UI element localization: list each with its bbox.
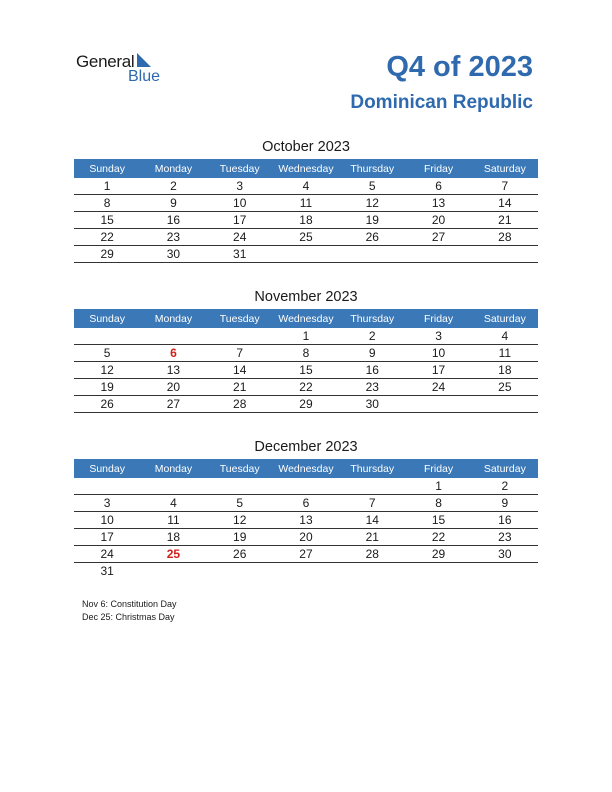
day-cell: 26 (339, 229, 405, 246)
day-cell: 11 (472, 345, 538, 362)
day-cell (140, 328, 206, 345)
day-cell: 22 (405, 529, 471, 546)
day-cell: 24 (405, 379, 471, 396)
day-cell: 27 (405, 229, 471, 246)
day-cell: 29 (74, 246, 140, 263)
day-cell (405, 246, 471, 263)
day-cell (472, 246, 538, 263)
day-cell: 6 (405, 178, 471, 195)
day-cell: 23 (339, 379, 405, 396)
day-cell (472, 396, 538, 413)
day-cell: 14 (207, 362, 273, 379)
month-november (74, 287, 538, 413)
weekday-header: Tuesday (207, 309, 273, 328)
calendar-grid (74, 159, 538, 263)
day-cell: 28 (339, 546, 405, 563)
day-cell (339, 563, 405, 580)
day-cell: 12 (339, 195, 405, 212)
weekday-header: Friday (405, 459, 471, 478)
day-cell: 21 (472, 212, 538, 229)
week-row (74, 178, 538, 195)
weekday-header: Wednesday (273, 309, 339, 328)
day-cell: 11 (273, 195, 339, 212)
logo-word-general: General (76, 52, 135, 71)
day-cell: 25 (472, 379, 538, 396)
day-cell: 8 (273, 345, 339, 362)
day-cell: 25 (273, 229, 339, 246)
week-row (74, 212, 538, 229)
week-row (74, 396, 538, 413)
month-title: November 2023 (254, 289, 358, 305)
day-cell: 28 (207, 396, 273, 413)
day-cell: 7 (207, 345, 273, 362)
day-cell (140, 478, 206, 495)
day-cell: 12 (207, 512, 273, 529)
day-cell (207, 478, 273, 495)
day-cell: 6 (140, 345, 206, 362)
day-cell: 6 (273, 495, 339, 512)
month-title: December 2023 (254, 439, 358, 455)
week-row (74, 362, 538, 379)
week-row (74, 529, 538, 546)
week-row (74, 246, 538, 263)
day-cell: 30 (140, 246, 206, 263)
month-october (74, 137, 538, 263)
weekday-header: Tuesday (207, 459, 273, 478)
day-cell: 5 (207, 495, 273, 512)
day-cell: 18 (273, 212, 339, 229)
weekday-header: Sunday (74, 459, 140, 478)
day-cell: 16 (472, 512, 538, 529)
holiday-note: Nov 6: Constitution Day (82, 599, 177, 609)
day-cell: 15 (74, 212, 140, 229)
day-cell: 19 (339, 212, 405, 229)
day-cell: 22 (273, 379, 339, 396)
holiday-notes (82, 598, 177, 623)
day-cell: 9 (140, 195, 206, 212)
day-cell: 20 (140, 379, 206, 396)
day-cell: 23 (472, 529, 538, 546)
weekday-header: Sunday (74, 159, 140, 178)
weekday-header: Friday (405, 159, 471, 178)
day-cell: 16 (339, 362, 405, 379)
day-cell: 20 (405, 212, 471, 229)
day-cell: 3 (74, 495, 140, 512)
day-cell: 18 (140, 529, 206, 546)
week-row (74, 195, 538, 212)
day-cell: 29 (405, 546, 471, 563)
day-cell: 10 (405, 345, 471, 362)
day-cell: 17 (405, 362, 471, 379)
day-cell: 11 (140, 512, 206, 529)
day-cell: 17 (207, 212, 273, 229)
day-cell: 25 (140, 546, 206, 563)
day-cell: 4 (140, 495, 206, 512)
calendar-grid (74, 309, 538, 413)
day-cell: 17 (74, 529, 140, 546)
country-name: Dominican Republic (350, 92, 533, 113)
day-cell: 14 (472, 195, 538, 212)
day-cell: 21 (207, 379, 273, 396)
day-cell: 27 (273, 546, 339, 563)
weekday-header-row (74, 159, 538, 178)
weekday-header: Thursday (339, 459, 405, 478)
week-row (74, 328, 538, 345)
day-cell: 3 (405, 328, 471, 345)
day-cell: 26 (74, 396, 140, 413)
day-cell: 1 (405, 478, 471, 495)
page-title: Q4 of 2023 (386, 51, 533, 83)
day-cell: 7 (472, 178, 538, 195)
day-cell (207, 328, 273, 345)
calendar-grid (74, 459, 538, 579)
day-cell: 20 (273, 529, 339, 546)
day-cell: 10 (207, 195, 273, 212)
day-cell: 26 (207, 546, 273, 563)
day-cell (339, 246, 405, 263)
weekday-header: Friday (405, 309, 471, 328)
day-cell: 5 (339, 178, 405, 195)
weekday-header: Wednesday (273, 459, 339, 478)
logo-word-blue: Blue (128, 68, 161, 85)
day-cell (405, 563, 471, 580)
day-cell: 2 (339, 328, 405, 345)
day-cell: 13 (273, 512, 339, 529)
day-cell: 1 (74, 178, 140, 195)
day-cell (472, 563, 538, 580)
week-row (74, 563, 538, 580)
weekday-header: Saturday (472, 159, 538, 178)
month-december (74, 437, 538, 579)
day-cell: 24 (74, 546, 140, 563)
day-cell (339, 478, 405, 495)
weekday-header-row (74, 459, 538, 478)
holiday-note: Dec 25: Christmas Day (82, 611, 175, 622)
day-cell: 8 (74, 195, 140, 212)
day-cell: 13 (405, 195, 471, 212)
day-cell: 23 (140, 229, 206, 246)
weekday-header-row (74, 309, 538, 328)
day-cell: 21 (339, 529, 405, 546)
day-cell: 27 (140, 396, 206, 413)
day-cell: 24 (207, 229, 273, 246)
weekday-header: Tuesday (207, 159, 273, 178)
day-cell: 14 (339, 512, 405, 529)
day-cell: 2 (140, 178, 206, 195)
day-cell (273, 246, 339, 263)
day-cell: 19 (207, 529, 273, 546)
day-cell (207, 563, 273, 580)
week-row (74, 478, 538, 495)
day-cell: 30 (472, 546, 538, 563)
day-cell: 4 (273, 178, 339, 195)
month-title: October 2023 (262, 139, 350, 155)
day-cell: 8 (405, 495, 471, 512)
weekday-header: Sunday (74, 309, 140, 328)
day-cell: 1 (273, 328, 339, 345)
week-row (74, 546, 538, 563)
day-cell: 9 (339, 345, 405, 362)
day-cell: 15 (273, 362, 339, 379)
weekday-header: Saturday (472, 309, 538, 328)
week-row (74, 495, 538, 512)
day-cell: 18 (472, 362, 538, 379)
day-cell (273, 478, 339, 495)
day-cell: 30 (339, 396, 405, 413)
day-cell: 10 (74, 512, 140, 529)
day-cell (273, 563, 339, 580)
day-cell (74, 478, 140, 495)
week-row (74, 379, 538, 396)
day-cell: 2 (472, 478, 538, 495)
day-cell: 5 (74, 345, 140, 362)
day-cell: 22 (74, 229, 140, 246)
week-row (74, 345, 538, 362)
day-cell: 28 (472, 229, 538, 246)
weekday-header: Thursday (339, 309, 405, 328)
day-cell: 9 (472, 495, 538, 512)
logo-flag-icon (135, 53, 151, 67)
day-cell: 31 (100, 564, 114, 578)
day-cell (74, 328, 140, 345)
weekday-header: Saturday (472, 459, 538, 478)
day-cell: 31 (207, 246, 273, 263)
day-cell (405, 396, 471, 413)
day-cell: 12 (74, 362, 140, 379)
weekday-header: Monday (140, 309, 206, 328)
day-cell: 19 (74, 379, 140, 396)
day-cell (140, 563, 206, 580)
weekday-header: Thursday (339, 159, 405, 178)
weekday-header: Wednesday (273, 159, 339, 178)
week-row (74, 229, 538, 246)
day-cell: 4 (472, 328, 538, 345)
week-row (74, 512, 538, 529)
day-cell: 16 (140, 212, 206, 229)
day-cell: 3 (207, 178, 273, 195)
day-cell: 7 (339, 495, 405, 512)
day-cell: 13 (140, 362, 206, 379)
day-cell: 29 (273, 396, 339, 413)
weekday-header: Monday (140, 159, 206, 178)
weekday-header: Monday (140, 459, 206, 478)
general-blue-logo (76, 52, 176, 88)
day-cell: 15 (405, 512, 471, 529)
